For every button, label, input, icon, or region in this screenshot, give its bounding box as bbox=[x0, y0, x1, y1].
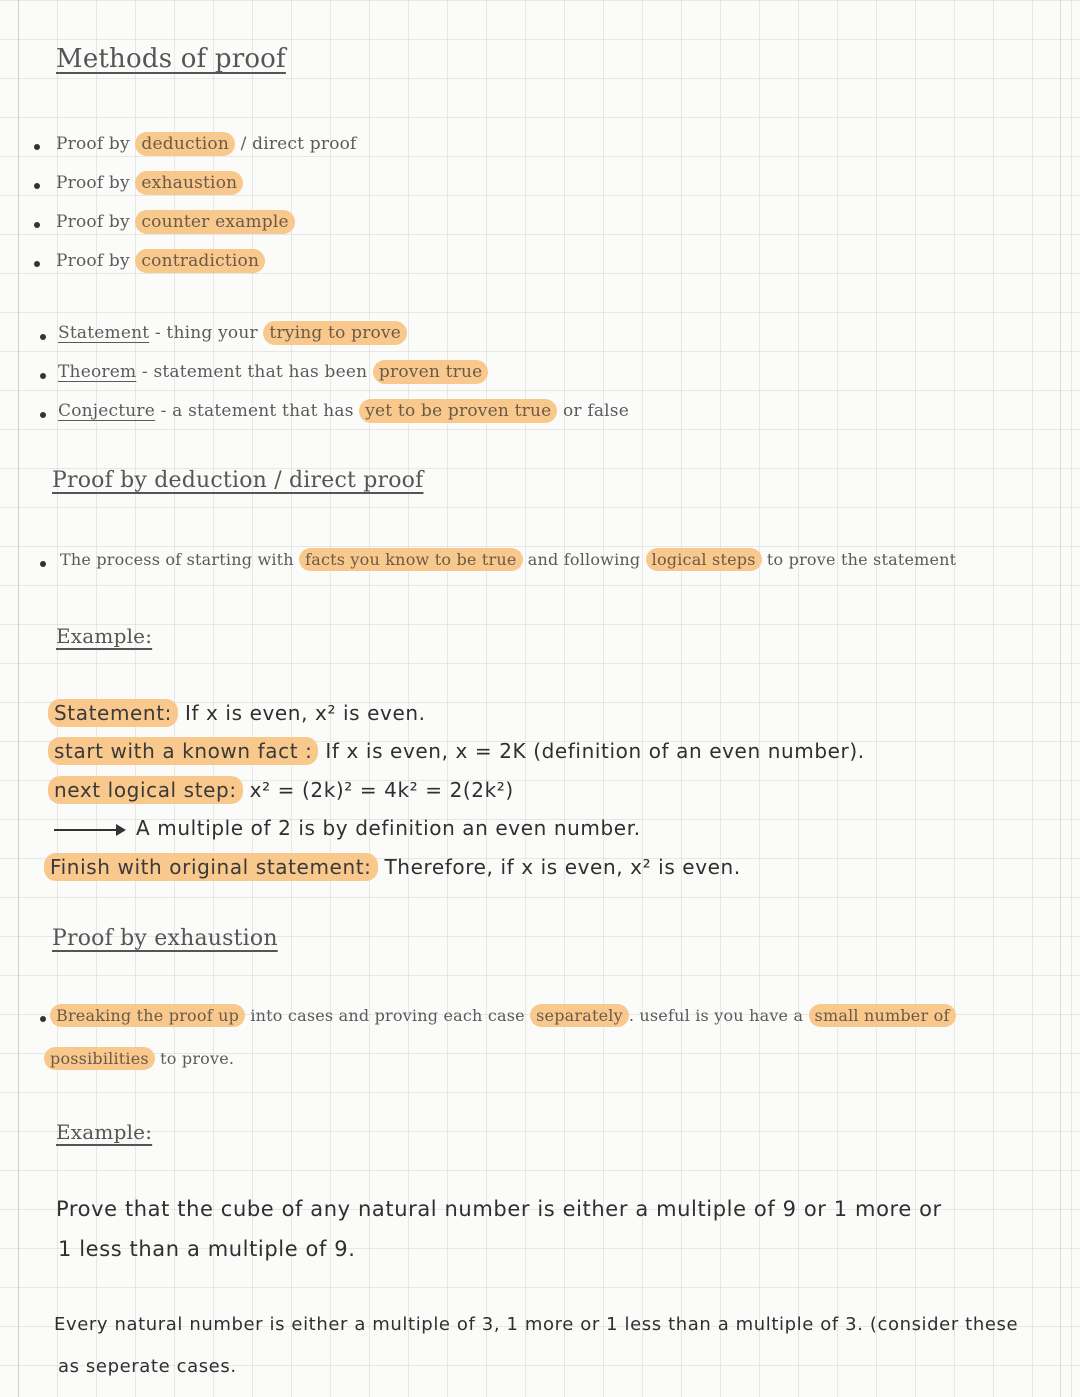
method-highlight: contradiction bbox=[135, 249, 265, 273]
definition-highlight: trying to prove bbox=[263, 321, 407, 345]
definition-term: Conjecture bbox=[58, 401, 156, 421]
cases-line: Every natural number is either a multiple of 3, 1 more or 1 less than a multiple of 3. (consider these bbox=[54, 1314, 1019, 1335]
description-highlight: possibilities bbox=[44, 1047, 155, 1070]
method-text: Proof by bbox=[56, 173, 136, 193]
method-item bbox=[56, 251, 265, 271]
description-highlight: small number of bbox=[809, 1004, 956, 1027]
page-margin-right bbox=[1060, 0, 1061, 1397]
definition-term: Theorem bbox=[58, 362, 137, 382]
step-label: Statement: bbox=[48, 699, 178, 727]
method-item bbox=[56, 134, 357, 154]
bullet-icon bbox=[34, 183, 40, 189]
method-highlight: counter example bbox=[135, 210, 294, 234]
exhaustion-description bbox=[50, 1006, 956, 1025]
deduction-step bbox=[54, 816, 641, 840]
page-title: Methods of proof bbox=[56, 44, 286, 74]
deduction-step bbox=[48, 701, 426, 725]
step-label: next logical step: bbox=[48, 776, 243, 804]
definition-item bbox=[58, 362, 488, 382]
method-text: Proof by bbox=[56, 251, 136, 271]
method-highlight: exhaustion bbox=[135, 171, 243, 195]
bullet-icon bbox=[40, 373, 46, 379]
arrow-right-icon bbox=[54, 829, 124, 831]
step-text: If x is even, x = 2K (definition of an even number). bbox=[318, 739, 865, 763]
bullet-icon bbox=[34, 222, 40, 228]
bullet-icon bbox=[34, 261, 40, 267]
deduction-step bbox=[48, 778, 514, 802]
definition-item bbox=[58, 323, 407, 343]
step-label: start with a known fact : bbox=[48, 737, 318, 765]
description-text: to prove the statement bbox=[761, 550, 957, 569]
definition-highlight: yet to be proven true bbox=[359, 399, 557, 423]
section-heading-deduction: Proof by deduction / direct proof bbox=[52, 468, 424, 493]
method-item bbox=[56, 173, 243, 193]
definition-highlight: proven true bbox=[373, 360, 488, 384]
deduction-description bbox=[60, 550, 956, 569]
deduction-step bbox=[48, 739, 865, 763]
description-text: into cases and proving each case bbox=[245, 1006, 531, 1025]
step-text: A multiple of 2 is by definition an even number. bbox=[136, 816, 641, 840]
step-text: x² = (2k)² = 4k² = 2(2k²) bbox=[242, 778, 514, 802]
bullet-icon bbox=[40, 561, 46, 567]
prove-statement-line: Prove that the cube of any natural number is either a multiple of 9 or 1 more or bbox=[56, 1197, 942, 1221]
page-margin-left bbox=[18, 0, 19, 1397]
description-highlight: separately bbox=[530, 1004, 629, 1027]
cases-line: as seperate cases. bbox=[58, 1356, 237, 1377]
example-label: Example: bbox=[56, 624, 153, 648]
bullet-icon bbox=[40, 412, 46, 418]
step-text: Therefore, if x is even, x² is even. bbox=[377, 855, 741, 879]
method-text: Proof by bbox=[56, 134, 136, 154]
exhaustion-description-cont bbox=[44, 1049, 234, 1068]
prove-statement-line: 1 less than a multiple of 9. bbox=[58, 1237, 356, 1261]
method-text: Proof by bbox=[56, 212, 136, 232]
definition-item bbox=[58, 401, 629, 421]
description-text: . useful is you have a bbox=[628, 1006, 809, 1025]
definition-text: - statement that has been bbox=[136, 362, 373, 382]
bullet-icon bbox=[34, 144, 40, 150]
description-highlight: logical steps bbox=[646, 548, 762, 571]
bullet-icon bbox=[40, 334, 46, 340]
definition-text: - thing your bbox=[149, 323, 264, 343]
step-label: Finish with original statement: bbox=[44, 853, 378, 881]
method-text: / direct proof bbox=[234, 134, 357, 154]
description-highlight: Breaking the proof up bbox=[50, 1004, 245, 1027]
definition-text: - a statement that has bbox=[155, 401, 360, 421]
description-text: The process of starting with bbox=[60, 550, 300, 569]
definition-term: Statement bbox=[58, 323, 150, 343]
bullet-icon bbox=[40, 1016, 46, 1022]
method-item bbox=[56, 212, 295, 232]
section-heading-exhaustion: Proof by exhaustion bbox=[52, 926, 278, 951]
description-text: and following bbox=[522, 550, 646, 569]
definition-text: or false bbox=[557, 401, 629, 421]
example-label: Example: bbox=[56, 1120, 153, 1144]
method-highlight: deduction bbox=[135, 132, 235, 156]
deduction-step bbox=[44, 855, 741, 879]
description-text: to prove. bbox=[154, 1049, 235, 1068]
description-highlight: facts you know to be true bbox=[299, 548, 522, 571]
step-text: If x is even, x² is even. bbox=[177, 701, 426, 725]
